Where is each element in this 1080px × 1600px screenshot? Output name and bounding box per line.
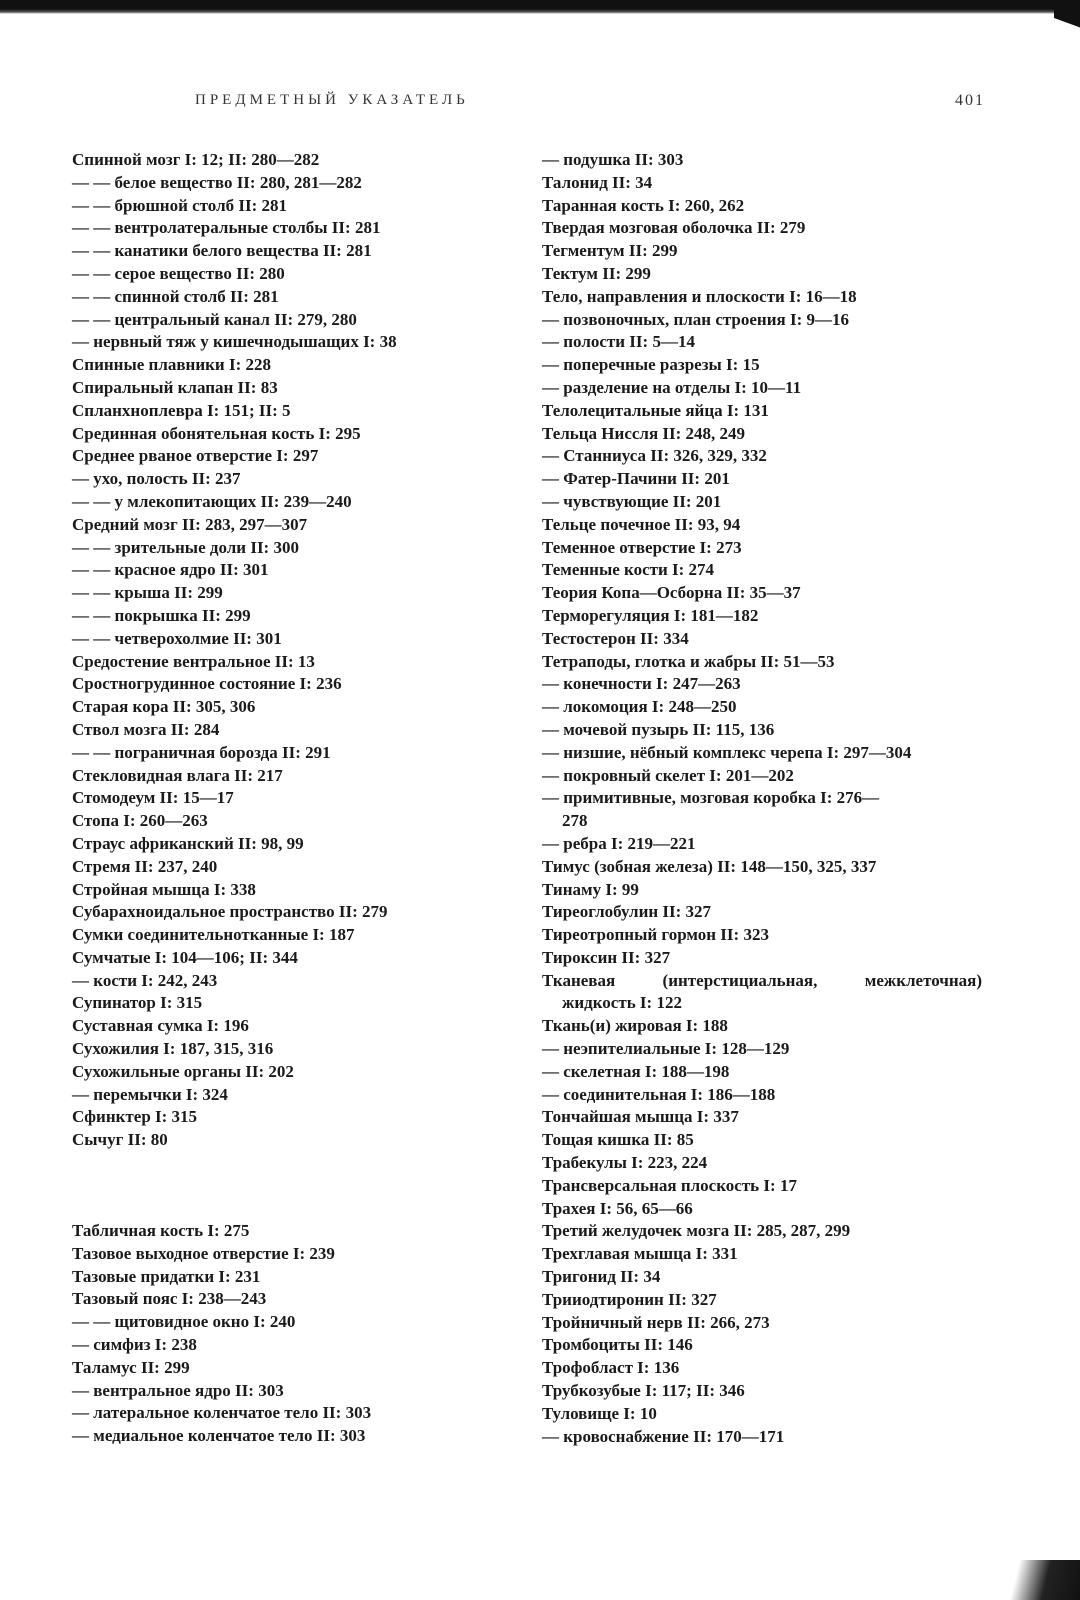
- index-entry: — Фатер-Пачини II: 201: [542, 469, 730, 489]
- index-entry: — позвоночных, план строения I: 9—16: [542, 309, 849, 329]
- index-entry: Теменные кости I: 274: [542, 560, 715, 580]
- index-entry: — — вентролатеральные столбы II: 281: [72, 218, 381, 238]
- index-entry: Старая кора II: 305, 306: [72, 697, 256, 717]
- index-entry: — — крыша II: 299: [72, 583, 223, 603]
- index-entry: Стопа I: 260—263: [72, 811, 208, 831]
- index-column-left: [72, 149, 472, 1448]
- index-entry-continuation: 278: [562, 811, 588, 831]
- index-entry: — мочевой пузырь II: 115, 136: [542, 719, 775, 739]
- page-top-shadow: [0, 0, 1080, 14]
- index-entry: Срединная обонятельная кость I: 295: [72, 423, 361, 443]
- index-entry: — латеральное коленчатое тело II: 303: [72, 1403, 372, 1423]
- index-entry: Сычуг II: 80: [72, 1130, 168, 1150]
- index-entry: Средостение вентральное II: 13: [72, 651, 315, 671]
- index-entry: Супинатор I: 315: [72, 993, 203, 1013]
- index-entry: Трубкозубые I: 117; II: 346: [542, 1381, 745, 1401]
- index-entry: Стройная мышца I: 338: [72, 879, 256, 899]
- index-entries-c: [542, 1015, 982, 1448]
- index-entry: — — канатики белого вещества II: 281: [72, 241, 372, 261]
- index-entry: — нервный тяж у кишечнодышащих I: 38: [72, 332, 397, 352]
- index-entry: Тектум II: 299: [542, 263, 651, 283]
- index-entry: Стремя II: 237, 240: [72, 856, 218, 876]
- index-entry: — — красное ядро II: 301: [72, 560, 269, 580]
- index-entry: — чувствующие II: 201: [542, 491, 722, 511]
- index-entry: Средний мозг II: 283, 297—307: [72, 514, 308, 534]
- index-entry: Ткань(и) жировая I: 188: [542, 1016, 728, 1036]
- index-entry: Тинаму I: 99: [542, 879, 639, 899]
- index-entry: Тканевая (интерстициальная, межклеточная): [542, 970, 982, 990]
- index-entry: Третий желудочек мозга II: 285, 287, 299: [542, 1221, 851, 1241]
- index-entry: — — центральный канал II: 279, 280: [72, 309, 357, 329]
- index-group-s: [72, 149, 472, 1152]
- index-entry: Сухожилия I: 187, 315, 316: [72, 1039, 274, 1059]
- index-entry: Трехглавая мышца I: 331: [542, 1244, 738, 1264]
- index-entry: — локомоция I: 248—250: [542, 697, 737, 717]
- index-entry: Трииодтиронин II: 327: [542, 1289, 717, 1309]
- index-entry: Теория Копа—Осборна II: 35—37: [542, 583, 801, 603]
- index-group-t: [72, 1220, 472, 1448]
- index-entry: Сумчатые I: 104—106; II: 344: [72, 947, 298, 967]
- index-entries-a: [542, 149, 982, 787]
- index-entry: Теменное отверстие I: 273: [542, 537, 742, 557]
- index-entry: Суставная сумка I: 196: [72, 1016, 249, 1036]
- index-entry: Тазовое выходное отверстие I: 239: [72, 1243, 335, 1263]
- index-entry: — примитивные, мозговая коробка I: 276—: [542, 788, 880, 808]
- index-entry: — — серое вещество II: 280: [72, 263, 285, 283]
- index-entry: Талонид II: 34: [542, 172, 653, 192]
- index-column-right: [542, 149, 982, 1448]
- index-entry: — кости I: 242, 243: [72, 970, 218, 990]
- index-entry: Терморегуляция I: 181—182: [542, 605, 759, 625]
- index-entry: — конечности I: 247—263: [542, 674, 741, 694]
- index-entry: — — покрышка II: 299: [72, 605, 251, 625]
- index-entry: — — щитовидное окно I: 240: [72, 1312, 296, 1332]
- index-entry: Тестостерон II: 334: [542, 628, 689, 648]
- index-entry: — подушка II: 303: [542, 150, 684, 169]
- index-entry: Страус африканский II: 98, 99: [72, 833, 304, 853]
- index-entry: — низшие, нёбный комплекс черепа I: 297—304: [542, 742, 912, 762]
- index-entry: — неэпителиальные I: 128—129: [542, 1039, 790, 1059]
- index-entries-b: [542, 833, 982, 970]
- index-entry: — — брюшной столб II: 281: [72, 195, 288, 215]
- index-entry: Спиральный клапан II: 83: [72, 377, 278, 397]
- index-entry: Сухожильные органы II: 202: [72, 1061, 294, 1081]
- index-entry: Тимус (зобная железа) II: 148—150, 325, 337: [542, 856, 877, 876]
- index-entry: Тригонид II: 34: [542, 1267, 661, 1287]
- index-entry: Сумки соединительнотканные I: 187: [72, 925, 355, 945]
- index-entry: — — зрительные доли II: 300: [72, 537, 299, 557]
- index-entry: Трабекулы I: 223, 224: [542, 1153, 708, 1173]
- index-entry: — полости II: 5—14: [542, 332, 695, 352]
- index-entry: Тело, направления и плоскости I: 16—18: [542, 286, 857, 306]
- index-entry: — ухо, полость II: 237: [72, 469, 241, 489]
- index-entry: Тройничный нерв II: 266, 273: [542, 1312, 770, 1332]
- index-entry: Стомодеум II: 15—17: [72, 788, 234, 808]
- index-entry: — соединительная I: 186—188: [542, 1084, 776, 1104]
- index-entry: Субарахноидальное пространство II: 279: [72, 902, 388, 922]
- index-entry: Таламус II: 299: [72, 1357, 190, 1377]
- index-entry: — вентральное ядро II: 303: [72, 1380, 284, 1400]
- index-entry: Тиреотропный гормон II: 323: [542, 925, 769, 945]
- index-entry: Спинной мозг I: 12; II: 280—282: [72, 150, 320, 169]
- index-entry: — поперечные разрезы I: 15: [542, 355, 760, 375]
- index-entry: Тетраподы, глотка и жабры II: 51—53: [542, 651, 835, 671]
- index-entry: Тромбоциты II: 146: [542, 1335, 693, 1355]
- index-entry: — — белое вещество II: 280, 281—282: [72, 172, 362, 192]
- running-head: ПРЕДМЕТНЫЙ УКАЗАТЕЛЬ: [195, 92, 469, 108]
- page-edge-shadow: [1010, 1560, 1080, 1600]
- index-entry: Тазовые придатки I: 231: [72, 1266, 261, 1286]
- index-entry: Сфинктер I: 315: [72, 1107, 198, 1127]
- index-entry: Сростногрудинное состояние I: 236: [72, 674, 342, 694]
- index-entry: — — четверохолмие II: 301: [72, 628, 282, 648]
- index-entry: Трахея I: 56, 65—66: [542, 1198, 693, 1218]
- index-entry: Тельце почечное II: 93, 94: [542, 514, 741, 534]
- index-entry: Среднее рваное отверстие I: 297: [72, 446, 319, 466]
- index-entry: — — спинной столб II: 281: [72, 286, 279, 306]
- index-entry: Трансверсальная плоскость I: 17: [542, 1175, 797, 1195]
- index-entry: Тазовый пояс I: 238—243: [72, 1289, 267, 1309]
- index-entry: — — у млекопитающих II: 239—240: [72, 491, 352, 511]
- index-entry: Спланхноплевра I: 151; II: 5: [72, 400, 291, 420]
- index-entry: — перемычки I: 324: [72, 1084, 228, 1104]
- page-corner-shadow: [1054, 0, 1080, 40]
- index-entry: — покровный скелет I: 201—202: [542, 765, 794, 785]
- letter-gap: [72, 1152, 472, 1220]
- index-entry: Тироксин II: 327: [542, 947, 671, 967]
- index-entry: Спинные плавники I: 228: [72, 355, 271, 375]
- index-entry: Твердая мозговая оболочка II: 279: [542, 218, 806, 238]
- index-entry: Туловище I: 10: [542, 1403, 657, 1423]
- index-entry: Тиреоглобулин II: 327: [542, 902, 712, 922]
- index-entry: — симфиз I: 238: [72, 1335, 197, 1355]
- index-entry: Тегментум II: 299: [542, 241, 678, 261]
- index-entry: Тощая кишка II: 85: [542, 1130, 694, 1150]
- index-entry: — кровоснабжение II: 170—171: [542, 1426, 785, 1446]
- index-entry: Тельца Ниссля II: 248, 249: [542, 423, 746, 443]
- index-entry: — Станниуса II: 326, 329, 332: [542, 446, 767, 466]
- index-entry: Ствол мозга II: 284: [72, 719, 220, 739]
- index-entry: — ребра I: 219—221: [542, 833, 696, 853]
- index-entry: — разделение на отделы I: 10—11: [542, 377, 802, 397]
- page-number: 401: [955, 92, 985, 109]
- index-entry: Стекловидная влага II: 217: [72, 765, 283, 785]
- index-entry: Телолецитальные яйца I: 131: [542, 400, 769, 420]
- index-entry: — медиальное коленчатое тело II: 303: [72, 1426, 366, 1446]
- index-entry: — — пограничная борозда II: 291: [72, 742, 331, 762]
- index-entry: Табличная кость I: 275: [72, 1221, 250, 1241]
- index-entry: Тончайшая мышца I: 337: [542, 1107, 739, 1127]
- index-entry: Таранная кость I: 260, 262: [542, 195, 745, 215]
- index-entry: Трофобласт I: 136: [542, 1358, 680, 1378]
- index-entry-continuation: жидкость I: 122: [562, 993, 682, 1013]
- index-entry: — скелетная I: 188—198: [542, 1061, 730, 1081]
